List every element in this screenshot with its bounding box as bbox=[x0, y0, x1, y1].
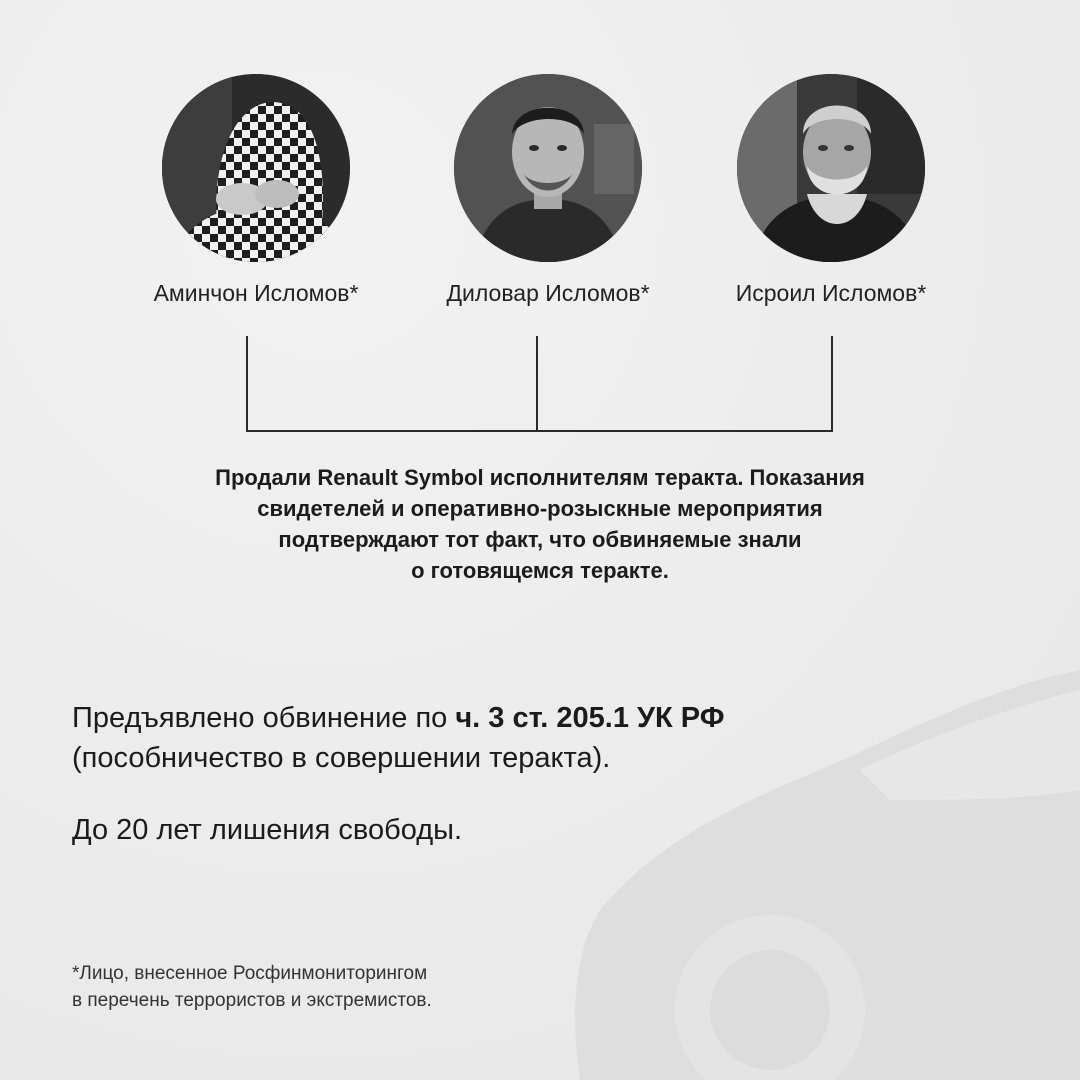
person-name-2: Диловар Исломов* bbox=[446, 280, 650, 306]
sentence-term: До 20 лет лишения свободы. bbox=[72, 814, 463, 846]
person-name-3: Исроил Исломов* bbox=[735, 280, 927, 306]
charge-article: ч. 3 ст. 205.1 УК РФ bbox=[455, 702, 725, 734]
charge-detail: (пособничество в совершении теракта). bbox=[72, 742, 611, 774]
description-line: свидетелей и оперативно-розыскные мероприятия bbox=[257, 496, 823, 521]
description-line: подтверждают тот факт, что обвиняемые знали bbox=[278, 527, 802, 552]
footnote-line: в перечень террористов и экстремистов. bbox=[72, 990, 432, 1011]
charge-prefix: Предъявлено обвинение по bbox=[72, 702, 456, 734]
case-description bbox=[120, 462, 960, 586]
description-line: о готовящемся теракте. bbox=[411, 558, 669, 583]
charge-text bbox=[72, 698, 872, 778]
description-line: Продали Renault Symbol исполнителям теракта. Показания bbox=[215, 465, 865, 490]
footnote bbox=[72, 960, 432, 1014]
person-name-1: Аминчон Исломов* bbox=[153, 280, 359, 306]
footnote-line: *Лицо, внесенное Росфинмониторингом bbox=[72, 963, 428, 984]
